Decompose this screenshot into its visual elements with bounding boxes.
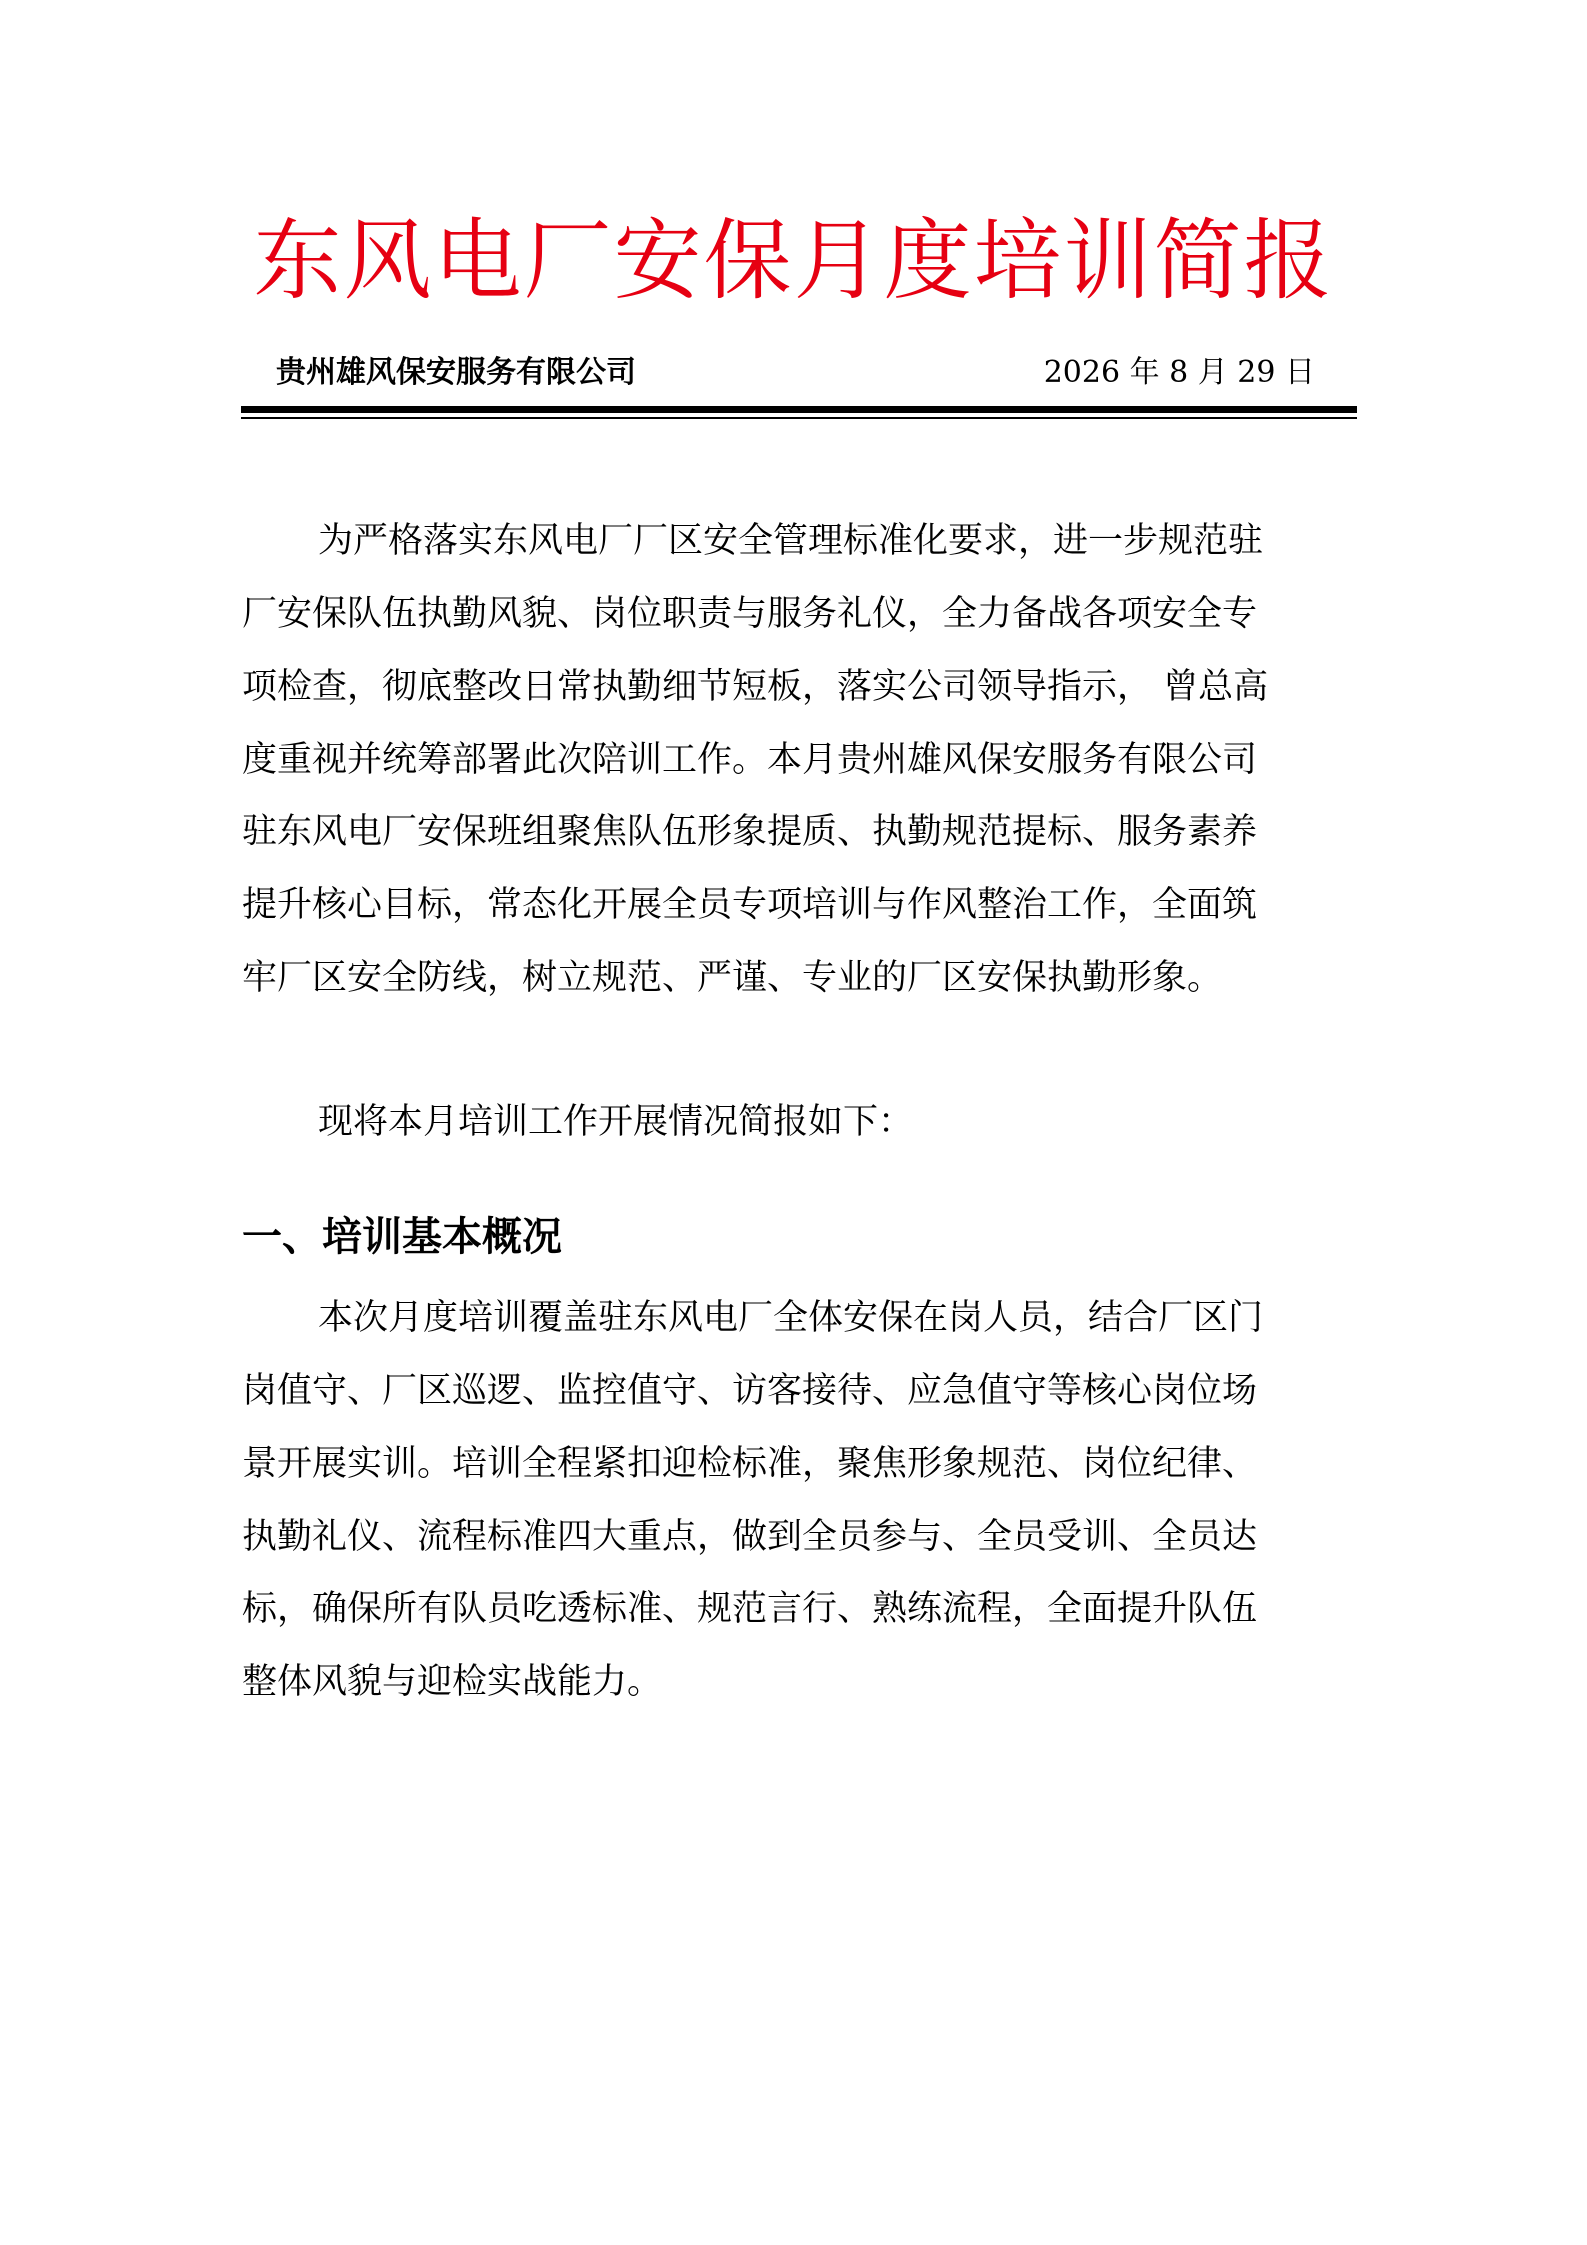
section-line: 景开展实训。培训全程紧扣迎检标准，聚焦形象规范、岗位纪律、 bbox=[242, 1444, 1258, 1484]
section-line: 执勤礼仪、流程标准四大重点，做到全员参与、全员受训、全员达 bbox=[242, 1517, 1258, 1557]
intro-line: 驻东风电厂安保班组聚焦队伍形象提质、执勤规范提标、服务素养 bbox=[242, 812, 1258, 852]
intro-line: 度重视并统筹部署此次陪训工作。本月贵州雄风保安服务有限公司 bbox=[242, 740, 1258, 780]
header-rule-thick bbox=[241, 406, 1357, 413]
intro-line: 提升核心目标，常态化开展全员专项培训与作风整治工作，全面筑 bbox=[242, 885, 1258, 925]
section-heading: 一、培训基本概况 bbox=[242, 1213, 562, 1260]
issuing-organization: 贵州雄风保安服务有限公司 bbox=[276, 355, 636, 390]
intro-line: 厂安保队伍执勤风貌、岗位职责与服务礼仪，全力备战各项安全专 bbox=[242, 594, 1258, 634]
section-line: 本次月度培训覆盖驻东风电厂全体安保在岗人员，结合厂区门 bbox=[318, 1298, 1264, 1338]
intro-line: 项检查，彻底整改日常执勤细节短板，落实公司领导指示， 曾总高 bbox=[242, 667, 1269, 707]
intro-line: 为严格落实东风电厂厂区安全管理标准化要求，进一步规范驻 bbox=[318, 521, 1264, 561]
lead-in-line: 现将本月培训工作开展情况简报如下： bbox=[318, 1102, 914, 1142]
document-title: 东风电厂安保月度培训简报 bbox=[253, 209, 1334, 312]
section-line: 岗值守、厂区巡逻、监控值守、访客接待、应急值守等核心岗位场 bbox=[242, 1371, 1258, 1411]
section-line: 整体风貌与迎检实战能力。 bbox=[242, 1662, 663, 1702]
intro-line: 牢厂区安全防线，树立规范、严谨、专业的厂区安保执勤形象。 bbox=[242, 958, 1223, 998]
section-line: 标，确保所有队员吃透标准、规范言行、熟练流程，全面提升队伍 bbox=[242, 1589, 1258, 1629]
header-rule-thin bbox=[241, 417, 1357, 419]
issue-date: 2026 年 8 月 29 日 bbox=[1043, 355, 1315, 390]
